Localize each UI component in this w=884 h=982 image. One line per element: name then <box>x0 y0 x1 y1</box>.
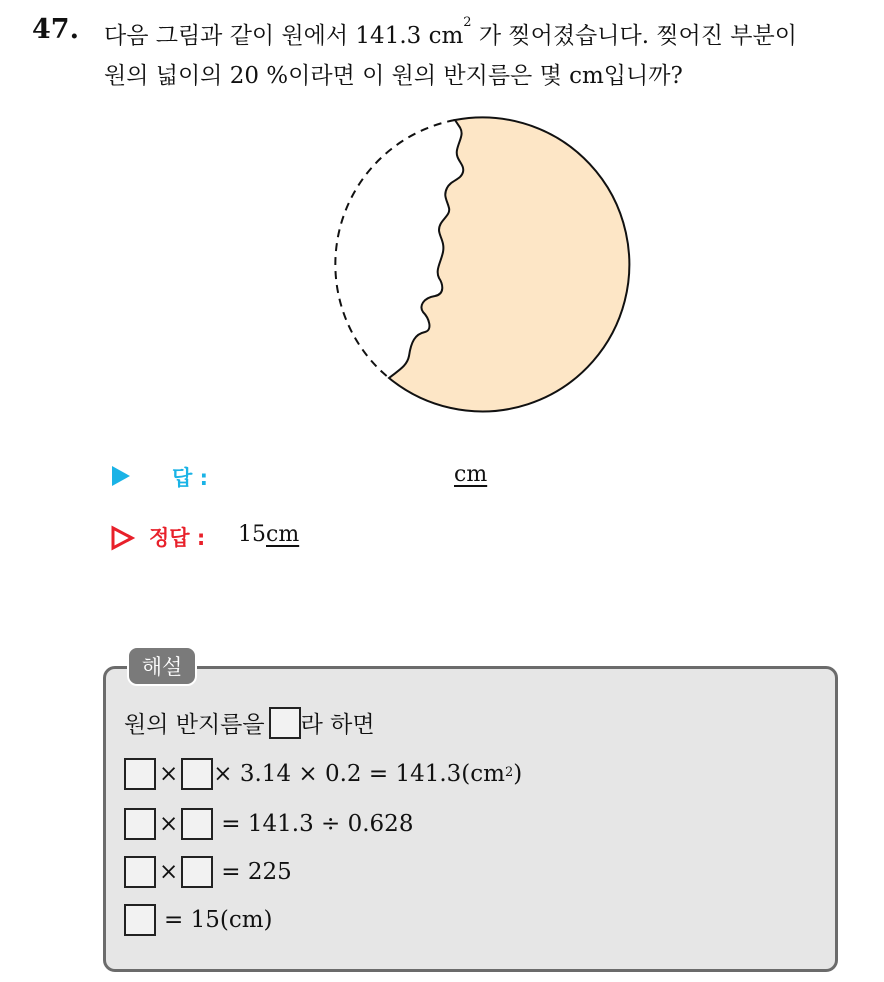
question-number: 47. <box>32 14 79 45</box>
correct-value: 15 <box>238 522 266 547</box>
answer-label: 답 : <box>172 466 208 490</box>
explanation-text: 라 하면 <box>300 712 375 738</box>
explanation-text: × 3.14 × 0.2 = 141.3(cm <box>213 761 505 787</box>
blank-box <box>269 707 301 739</box>
correct-unit: cm <box>266 522 300 547</box>
explanation-line-4 <box>124 856 292 888</box>
answer-unit: cm <box>454 462 488 487</box>
correct-answer <box>238 522 299 547</box>
torn-circle-figure <box>325 112 635 417</box>
superscript: 2 <box>504 764 514 780</box>
blank-box <box>124 808 156 840</box>
question-text-line-1 <box>104 17 797 50</box>
times-symbol: × <box>159 811 179 837</box>
explanation-text: = 141.3 ÷ 0.628 <box>221 811 414 837</box>
explanation-text: = 225 <box>221 859 292 885</box>
explanation-line-1 <box>124 706 375 739</box>
blank-box <box>124 856 156 888</box>
blank-box <box>124 758 156 790</box>
explanation-line-2 <box>124 758 522 790</box>
superscript: 2 <box>463 15 472 30</box>
correct-arrow-icon <box>110 525 136 551</box>
explanation-line-5 <box>124 904 273 936</box>
times-symbol: × <box>159 859 179 885</box>
remaining-circle-part <box>389 117 629 411</box>
blank-box <box>181 758 213 790</box>
explanation-text: 원의 반지름을 <box>124 712 265 738</box>
explanation-tab: 해설 <box>127 646 197 686</box>
question-text-1a: 다음 그림과 같이 원에서 141.3 cm <box>104 23 464 49</box>
answer-arrow-icon <box>110 464 132 488</box>
question-text-line-2: 원의 넓이의 20 %이라면 이 원의 반지름은 몇 cm입니까? <box>104 63 683 89</box>
blank-box <box>181 856 213 888</box>
explanation-text: = 15(cm) <box>164 907 273 933</box>
times-symbol: × <box>159 761 179 787</box>
explanation-line-3 <box>124 808 413 840</box>
correct-label: 정답 : <box>149 526 206 550</box>
blank-box <box>124 904 156 936</box>
explanation-text: ) <box>513 761 523 787</box>
blank-box <box>181 808 213 840</box>
question-text-1b: 가 찢어졌습니다. 찢어진 부분이 <box>471 23 797 49</box>
